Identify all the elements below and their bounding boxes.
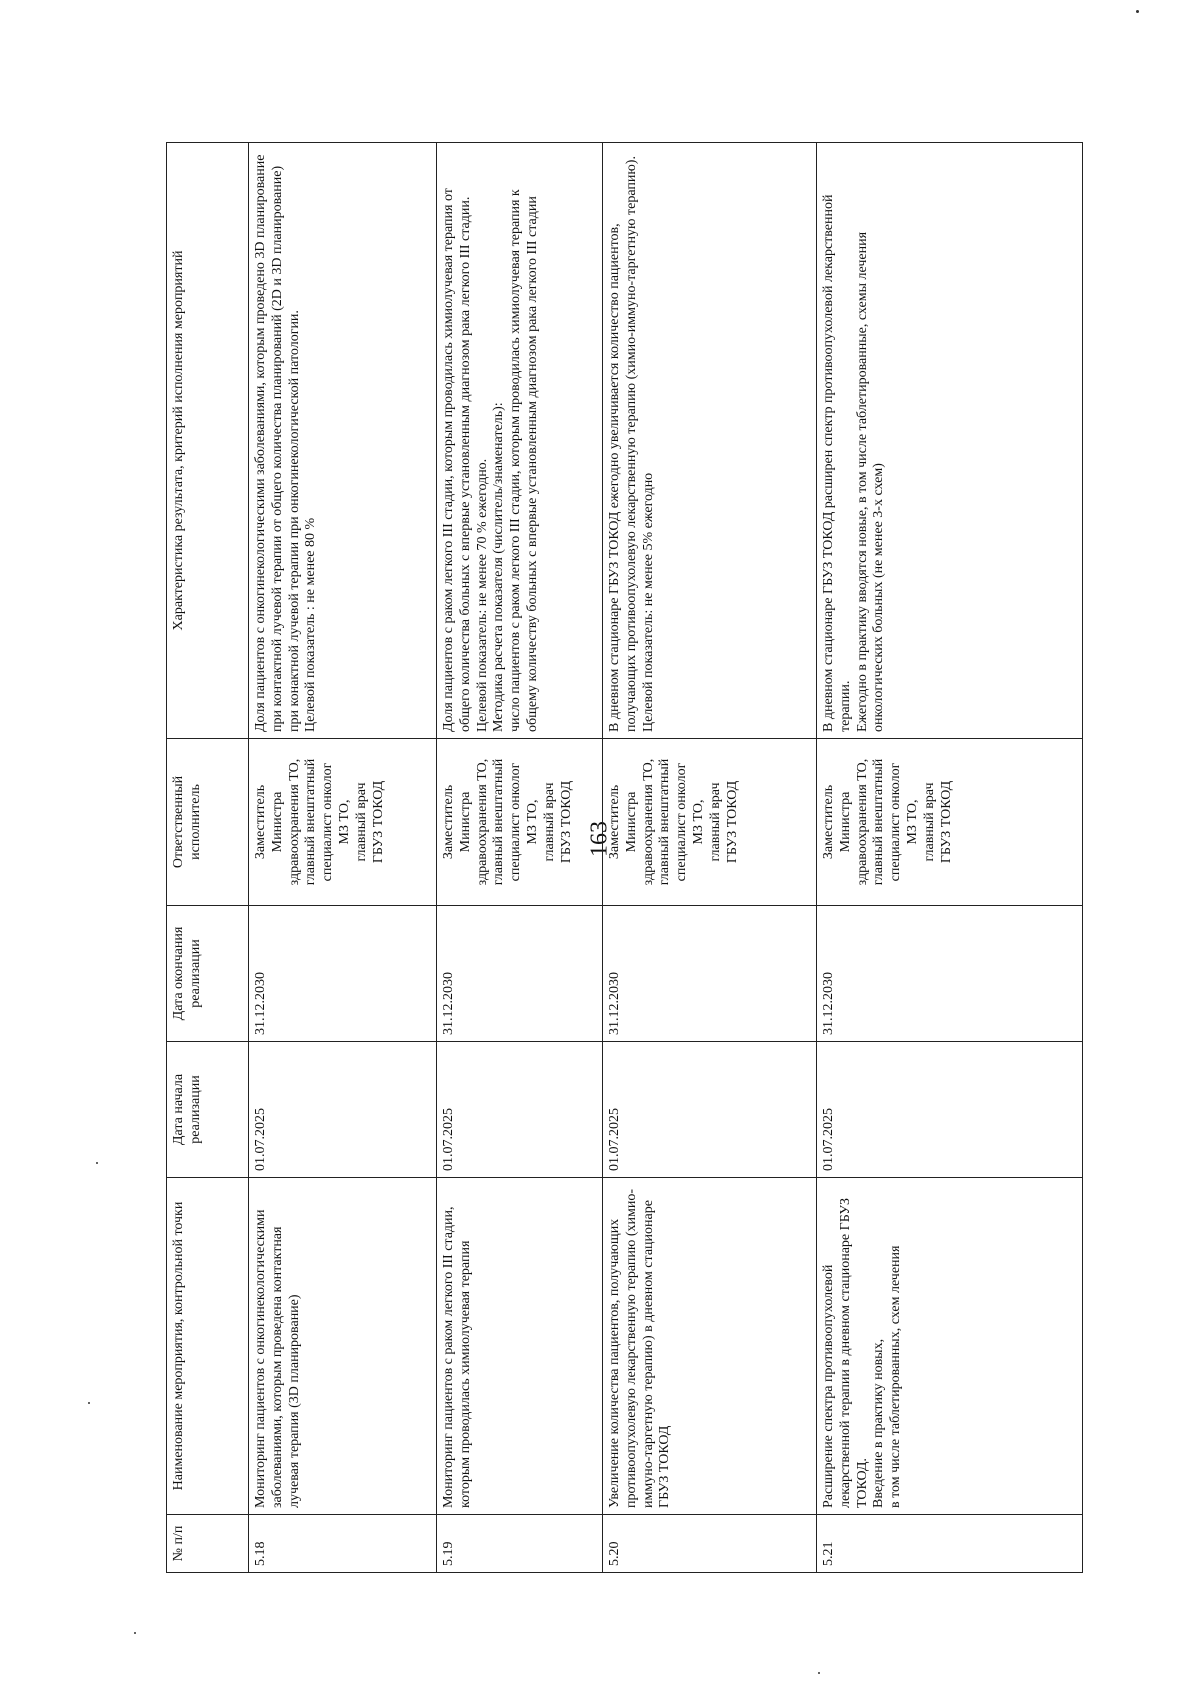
row-responsible: Заместитель Министра здравоохранения ТО, главный внештатный специалист онколог МЗ ТО, главный врач ГБУЗ ТОКОД [603, 739, 817, 906]
page-number: 163 [586, 821, 613, 857]
table-row [249, 143, 437, 1573]
row-responsible: Заместитель Министра здравоохранения ТО, главный внештатный специалист онколог МЗ ТО, главный врач ГБУЗ ТОКОД [437, 739, 603, 906]
row-num: 5.19 [437, 1515, 603, 1573]
scan-speck [96, 1162, 98, 1164]
header-end: Дата окончания реализации [167, 906, 249, 1042]
row-name: Мониторинг пациентов с онкогинекологическими заболеваниями, которым проведена контактная лучевая терапия (3D планирование) [249, 1178, 437, 1515]
rotated-table-container [166, 143, 1082, 1573]
table-row [437, 143, 603, 1573]
row-end-date: 31.12.2030 [437, 906, 603, 1042]
row-start-date: 01.07.2025 [603, 1042, 817, 1178]
scan-speck [1136, 10, 1139, 13]
header-result: Характеристика результата, критерий исполнения мероприятий [167, 143, 249, 739]
activities-table [166, 142, 1083, 1573]
row-start-date: 01.07.2025 [437, 1042, 603, 1178]
header-responsible: Ответственный исполнитель [167, 739, 249, 906]
row-num: 5.21 [817, 1515, 1083, 1573]
row-responsible: Заместитель Министра здравоохранения ТО, главный внештатный специалист онколог МЗ ТО, главный врач ГБУЗ ТОКОД [817, 739, 1083, 906]
header-start: Дата начала реализации [167, 1042, 249, 1178]
row-result: Доля пациентов с онкогинекологическими заболеваниями, которым проведено 3D планирование при контактной лучевой терапии от общего количества планирований (2D и 3D планирование) при конактной лучевой терапии при онкогинекологической патологии. Целевой показатель : не менее 80 % [249, 143, 437, 739]
row-name: Увеличение количества пациентов, получающих противоопухолевую лекарственную терапию (химио-иммуно-таргетную терапию) в дневном стационаре ГБУЗ ТОКОД [603, 1178, 817, 1515]
scan-speck [134, 1632, 136, 1634]
row-name: Расширение спектра противоопухолевой лекарственной терапии в дневном стационаре ГБУЗ ТОКОД. Введение в практику новых, в том числе таблетированных, схем лечения [817, 1178, 1083, 1515]
row-name: Мониторинг пациентов с раком легкого III стадии, которым проводилась химиолучевая терапия [437, 1178, 603, 1515]
row-num: 5.18 [249, 1515, 437, 1573]
row-responsible: Заместитель Министра здравоохранения ТО, главный внештатный специалист онколог МЗ ТО, главный врач ГБУЗ ТОКОД [249, 739, 437, 906]
table-row [817, 143, 1083, 1573]
header-row [167, 143, 249, 1573]
row-result: В дневном стационаре ГБУЗ ТОКОД ежегодно увеличивается количество пациентов, получающих противоопухолевую лекарственную терапию (химио-иммуно-таргетную терапию). Целевой показатель: не менее 5% ежегодно [603, 143, 817, 739]
header-num: № п/п [167, 1515, 249, 1573]
table-row [603, 143, 817, 1573]
row-result: Доля пациентов с раком легкого III стадии, которым проводилась химиолучевая терапия от общего количества больных с впервые установленным диагнозом рака легкого III стадии. Целевой показатель: не менее 70 % ежегодно. Методика расчета показателя (числитель/знаменатель): число пациентов с раком легкого III стадии, которым проводилась химиолучевая терапия к общему количеству больных с впервые установленным диагнозом рака легкого III стадии [437, 143, 603, 739]
scan-speck [818, 1672, 820, 1674]
row-start-date: 01.07.2025 [817, 1042, 1083, 1178]
row-num: 5.20 [603, 1515, 817, 1573]
row-result: В дневном стационаре ГБУЗ ТОКОД расширен спектр противоопухолевой лекарственной терапии. Ежегодно в практику вводятся новые, в том числе таблетированные, схемы лечения онкологических больных (не менее 3-х схем) [817, 143, 1083, 739]
row-start-date: 01.07.2025 [249, 1042, 437, 1178]
scan-speck [88, 1402, 90, 1404]
row-end-date: 31.12.2030 [249, 906, 437, 1042]
row-end-date: 31.12.2030 [603, 906, 817, 1042]
row-end-date: 31.12.2030 [817, 906, 1083, 1042]
header-name: Наименование мероприятия, контрольной точки [167, 1178, 249, 1515]
